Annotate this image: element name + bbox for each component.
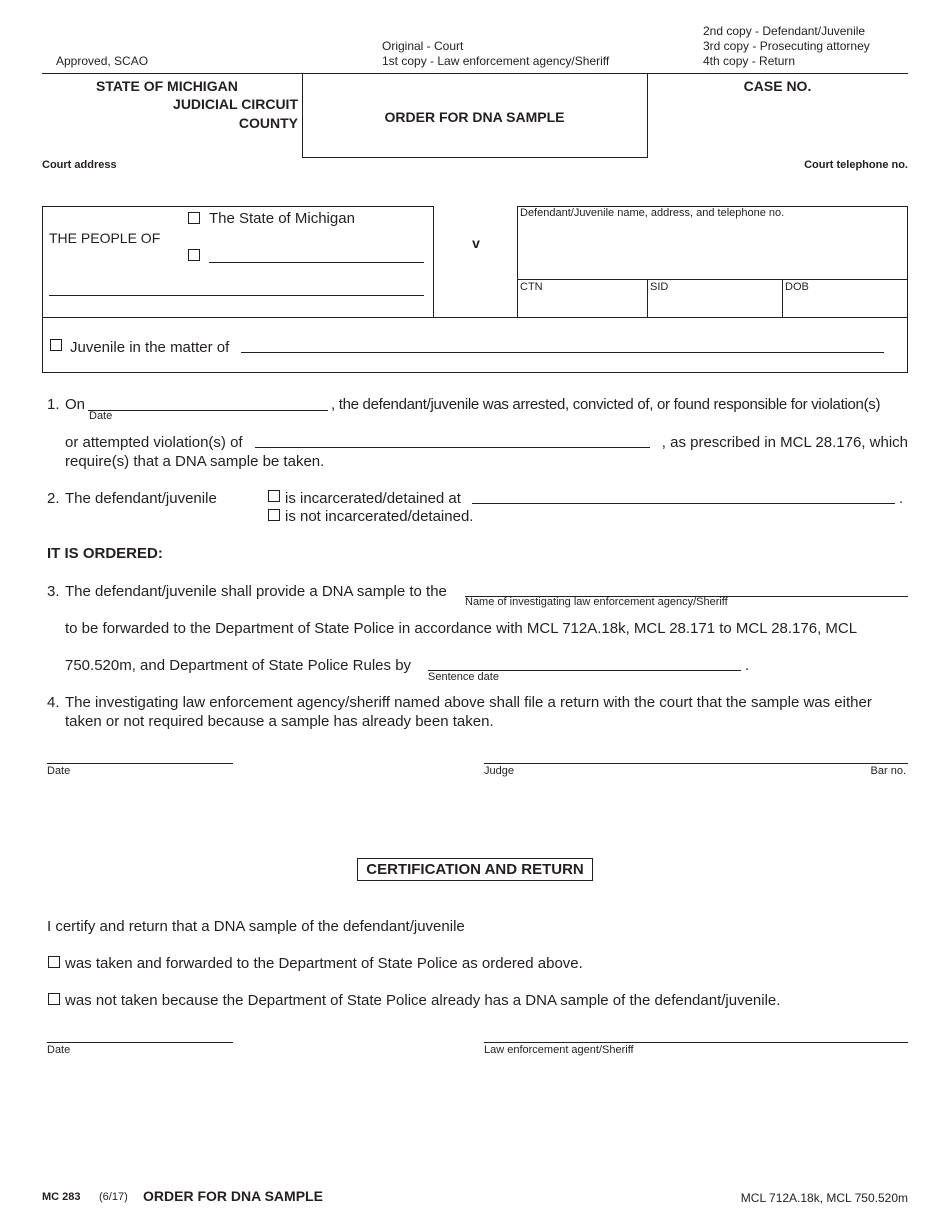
ctn-sid-divider [647, 280, 648, 318]
item1-text-c: , as prescribed in MCL 28.176, which [661, 434, 908, 451]
state-of-michigan-checkbox[interactable] [188, 212, 200, 224]
ctn-label: CTN [520, 281, 543, 293]
item1-date-label: Date [89, 410, 113, 422]
item1-date-field[interactable] [88, 410, 328, 411]
return-date-field[interactable] [47, 1042, 233, 1043]
item2-period: . [899, 490, 904, 507]
sample-not-taken-checkbox[interactable] [48, 993, 60, 1005]
item3-agency-label: Name of investigating law enforcement agency/Sheriff [465, 596, 728, 608]
case-no-field[interactable] [662, 98, 898, 152]
item4-text-a: The investigating law enforcement agency/sheriff named above shall file a return with the court that the sample was either [65, 694, 872, 711]
copy-third: 3rd copy - Prosecuting attorney [703, 39, 870, 53]
judge-signature-field[interactable] [484, 763, 908, 764]
item3-text-c: 750.520m, and Department of State Police Rules by [65, 657, 412, 674]
item1-text-d: require(s) that a DNA sample be taken. [65, 453, 325, 470]
juvenile-label: Juvenile in the matter of [70, 339, 230, 356]
dob-label: DOB [785, 281, 809, 293]
item1-number: 1. [47, 396, 60, 413]
certification-title: CERTIFICATION AND RETURN [357, 858, 593, 881]
juvenile-checkbox[interactable] [50, 339, 62, 351]
item1-on: On [65, 396, 86, 413]
other-plaintiff-checkbox[interactable] [188, 249, 200, 261]
incarcerated-checkbox[interactable] [268, 490, 280, 502]
item1-text-b: or attempted violation(s) of [65, 434, 243, 451]
footer-title: ORDER FOR DNA SAMPLE [143, 1188, 323, 1204]
header-bottom-rule [302, 157, 647, 158]
copy-original: Original - Court [382, 39, 464, 53]
return-date-label: Date [47, 1044, 71, 1056]
versus-label: v [472, 235, 480, 251]
state-label: STATE OF MICHIGAN [96, 78, 238, 94]
item2-number: 2. [47, 490, 60, 507]
sample-not-taken-label: was not taken because the Department of State Police already has a DNA sample of the defendant/juvenile. [65, 992, 781, 1009]
agent-signature-field[interactable] [484, 1042, 908, 1043]
county-label: COUNTY [238, 115, 298, 131]
header-top-rule [42, 73, 908, 74]
sid-label: SID [650, 281, 669, 293]
copy-fourth: 4th copy - Return [703, 54, 796, 68]
item3-period: . [745, 657, 750, 674]
footer-statutes: MCL 712A.18k, MCL 750.520m [740, 1191, 908, 1205]
footer-form-no: MC 283 [42, 1191, 81, 1203]
it-is-ordered: IT IS ORDERED: [47, 545, 163, 562]
item1-text-a: , the defendant/juvenile was arrested, convicted of, or found responsible for violation(s) [331, 396, 881, 413]
defendant-label: Defendant/Juvenile name, address, and telephone no. [520, 207, 785, 219]
juvenile-name-field[interactable] [241, 352, 884, 353]
incarcerated-location-field[interactable] [472, 503, 895, 504]
agent-label: Law enforcement agent/Sheriff [484, 1044, 634, 1056]
sid-dob-divider [782, 280, 783, 318]
order-date-field[interactable] [47, 763, 233, 764]
court-phone-label: Court telephone no. [804, 159, 908, 171]
court-address-label: Court address [42, 159, 117, 171]
other-plaintiff-field[interactable] [209, 262, 424, 263]
incarcerated-label: is incarcerated/detained at [285, 490, 461, 507]
item1-violation-field[interactable] [255, 447, 650, 448]
circuit-label: JUDICIAL CIRCUIT [173, 96, 298, 112]
defendant-id-rule [517, 279, 908, 280]
state-of-michigan-label: The State of Michigan [209, 210, 355, 227]
item2-text: The defendant/juvenile [65, 490, 217, 507]
judge-label: Judge [484, 765, 514, 777]
copy-second: 2nd copy - Defendant/Juvenile [703, 24, 866, 38]
approved-scao: Approved, SCAO [56, 54, 149, 68]
item3-number: 3. [47, 583, 60, 600]
sample-taken-checkbox[interactable] [48, 956, 60, 968]
sample-taken-label: was taken and forwarded to the Department of State Police as ordered above. [65, 955, 583, 972]
footer-revision: (6/17) [99, 1191, 128, 1203]
item3-sentence-date-label: Sentence date [428, 671, 499, 683]
item3-text-b: to be forwarded to the Department of State Police in accordance with MCL 712A.18k, MCL 28.171 to MCL 28.176, MCL [65, 620, 858, 637]
defendant-field[interactable] [520, 222, 904, 276]
order-date-label: Date [47, 765, 71, 777]
people-of-label: THE PEOPLE OF [49, 230, 161, 246]
not-incarcerated-label: is not incarcerated/detained. [285, 508, 474, 525]
item4-text-b: taken or not required because a sample has already been taken. [65, 713, 494, 730]
copy-first: 1st copy - Law enforcement agency/Sheriff [382, 54, 610, 68]
form-title: ORDER FOR DNA SAMPLE [384, 109, 565, 125]
item4-number: 4. [47, 694, 60, 711]
plaintiff-extra-field[interactable] [49, 295, 424, 296]
not-incarcerated-checkbox[interactable] [268, 509, 280, 521]
bar-no-label: Bar no. [870, 765, 906, 777]
case-no-label: CASE NO. [743, 78, 812, 94]
certification-intro: I certify and return that a DNA sample of the defendant/juvenile [47, 918, 465, 935]
item3-text-a: The defendant/juvenile shall provide a DNA sample to the [65, 583, 447, 600]
